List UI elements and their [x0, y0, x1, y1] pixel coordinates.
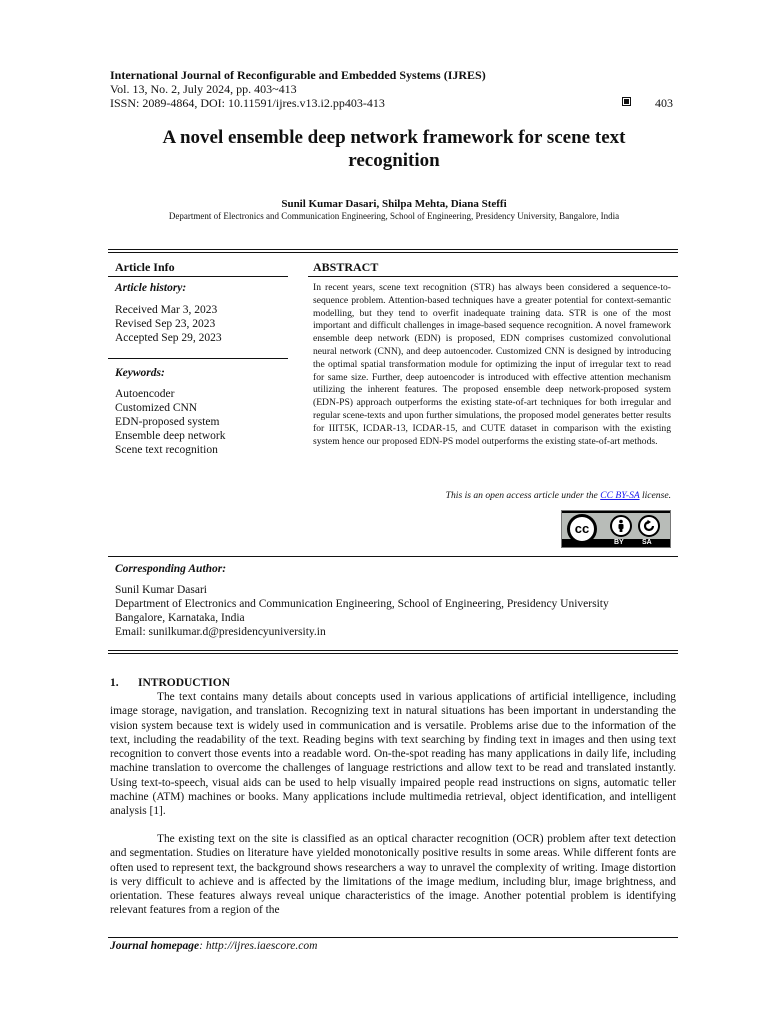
corresponding-author-city: Bangalore, Karnataka, India	[115, 612, 245, 624]
keyword-item: Ensemble deep network	[115, 430, 226, 442]
journal-issn-doi: ISSN: 2089-4864, DOI: 10.11591/ijres.v13.i2.pp403-413	[110, 96, 385, 110]
paper-title-line-1: A novel ensemble deep network framework for scene text	[162, 127, 626, 148]
corresponding-author-dept: Department of Electronics and Communication Engineering, School of Engineering, Presidency University	[115, 598, 609, 610]
article-info-rule	[108, 276, 288, 277]
corresponding-author-name: Sunil Kumar Dasari	[115, 584, 207, 596]
abstract-text: In recent years, scene text recognition (STR) has always been considered a sequence-to-sequence problem. Attention-based techniques have a greater potential for context-semantic modelling, but they tend to overfit inadequate training data. STR is one of the most important and difficult challenges in image-based sequence recognition. A novel framework ensemble deep network (EDN) is proposed, EDN comprises customized convolutional neural network (CNN), and deep autoencoder. Customized CNN is designed by introducing the optimal spatial transformation module for optimizing the input of irregular text to read for same size. Further, deep autoencoder is introduced with effective attention mechanism utilizing the inherent features. The proposed ensemble deep network-proposed system (EDN-PS) approach outperforms the existing state-of-art techniques for both irregular and regular scene-texts and upon further simulations, the proposed model generates better results for IIIT5K, ICDAR-13, ICDAR-15, and CUTE dataset in comparison with the existing system hence our proposed EDN-PS model outperforms the existing state-of-art methods.	[313, 282, 671, 447]
introduction-paragraph-2: The existing text on the site is classified as an optical character recognition (OCR) problem after text detection and segmentation. Studies on literature have yielded monotonically positive results in some areas. While different fonts are often used to represent text, the background shows researchers a way to unravel the complexity of writing. Image distortion is very difficult to achieve and is affected by the limitations of the image medium, including blur, image brightness, and orientation. These features always reveal unique characteristics of the image. Another potential problem is identifying relevant features from a region of the	[110, 833, 676, 917]
attribution-icon	[610, 515, 632, 537]
authors: Sunil Kumar Dasari, Shilpa Mehta, Diana Steffi	[281, 198, 507, 210]
top-rule-2	[108, 252, 678, 253]
introduction-heading	[110, 677, 230, 689]
affiliation: Department of Electronics and Communication Engineering, School of Engineering, Presidency University, Bangalore, India	[168, 211, 620, 221]
bottom-rule-1	[108, 650, 678, 651]
sa-label: SA	[642, 539, 652, 546]
journal-homepage	[110, 940, 317, 952]
paper-title-line-2: recognition	[348, 150, 440, 171]
cc-icon: cc	[567, 514, 597, 544]
article-info-heading: Article Info	[115, 260, 175, 274]
corresponding-author-label: Corresponding Author:	[115, 563, 227, 575]
article-history-label: Article history:	[115, 282, 187, 294]
journal-name: International Journal of Reconfigurable and Embedded Systems (IJRES)	[110, 68, 486, 82]
introduction-paragraph-1: The text contains many details about concepts used in various applications of artificial intelligence, including image storage, navigation, and translation. Recognizing text in natural situations has been important in understanding the vision system because text is widely used in communication and is versatile. Problems arise due to the information of the text, including the readability of the text. Reading begins with text searching by finding text in images and then using text recognition to convert those events into a readable word. On-the-spot reading has many applications in daily life, including machine translation to overcome the challenges of language restrictions and allow text to be read and translated instantly. Using text-to-speech, visual aids can be used to help visually impaired people read instructions on signs, automatic teller machine (ATM) machines or books. Many applications include multimedia retrieval, object identification, and intelligent analysis [1].	[110, 691, 676, 818]
share-alike-icon	[638, 515, 660, 537]
revised-date: Revised Sep 23, 2023	[115, 318, 216, 330]
license-suffix: license.	[639, 490, 671, 501]
page-number: 403	[655, 96, 673, 110]
accepted-date: Accepted Sep 29, 2023	[115, 332, 222, 344]
journal-homepage-url[interactable]: : http://ijres.iaescore.com	[199, 940, 318, 952]
section-title: INTRODUCTION	[138, 677, 231, 689]
received-date: Received Mar 3, 2023	[115, 304, 218, 316]
square-bullet-icon	[622, 97, 631, 106]
footer-rule	[108, 937, 678, 938]
section-number: 1.	[110, 677, 119, 689]
abstract-heading: ABSTRACT	[313, 260, 379, 274]
keyword-item: EDN-proposed system	[115, 416, 220, 428]
keyword-item: Customized CNN	[115, 402, 198, 414]
abstract-rule	[308, 276, 678, 277]
by-label: BY	[614, 539, 624, 546]
keyword-item: Autoencoder	[115, 388, 175, 400]
corresponding-top-rule	[108, 556, 678, 557]
keywords-rule	[108, 358, 288, 359]
journal-volume: Vol. 13, No. 2, July 2024, pp. 403~413	[110, 82, 297, 96]
paper-title	[110, 126, 678, 172]
cc-by-sa-link[interactable]: CC BY-SA	[600, 490, 640, 501]
license-prefix: This is an open access article under the	[445, 490, 601, 501]
keywords-label: Keywords:	[115, 367, 165, 379]
bottom-rule-2	[108, 653, 678, 654]
top-rule-1	[108, 249, 678, 250]
cc-by-sa-badge[interactable]	[561, 510, 671, 548]
journal-homepage-label: Journal homepage	[110, 940, 200, 952]
open-access-notice	[313, 490, 671, 501]
corresponding-author-email: Email: sunilkumar.d@presidencyuniversity.in	[115, 626, 326, 638]
keyword-item: Scene text recognition	[115, 444, 218, 456]
